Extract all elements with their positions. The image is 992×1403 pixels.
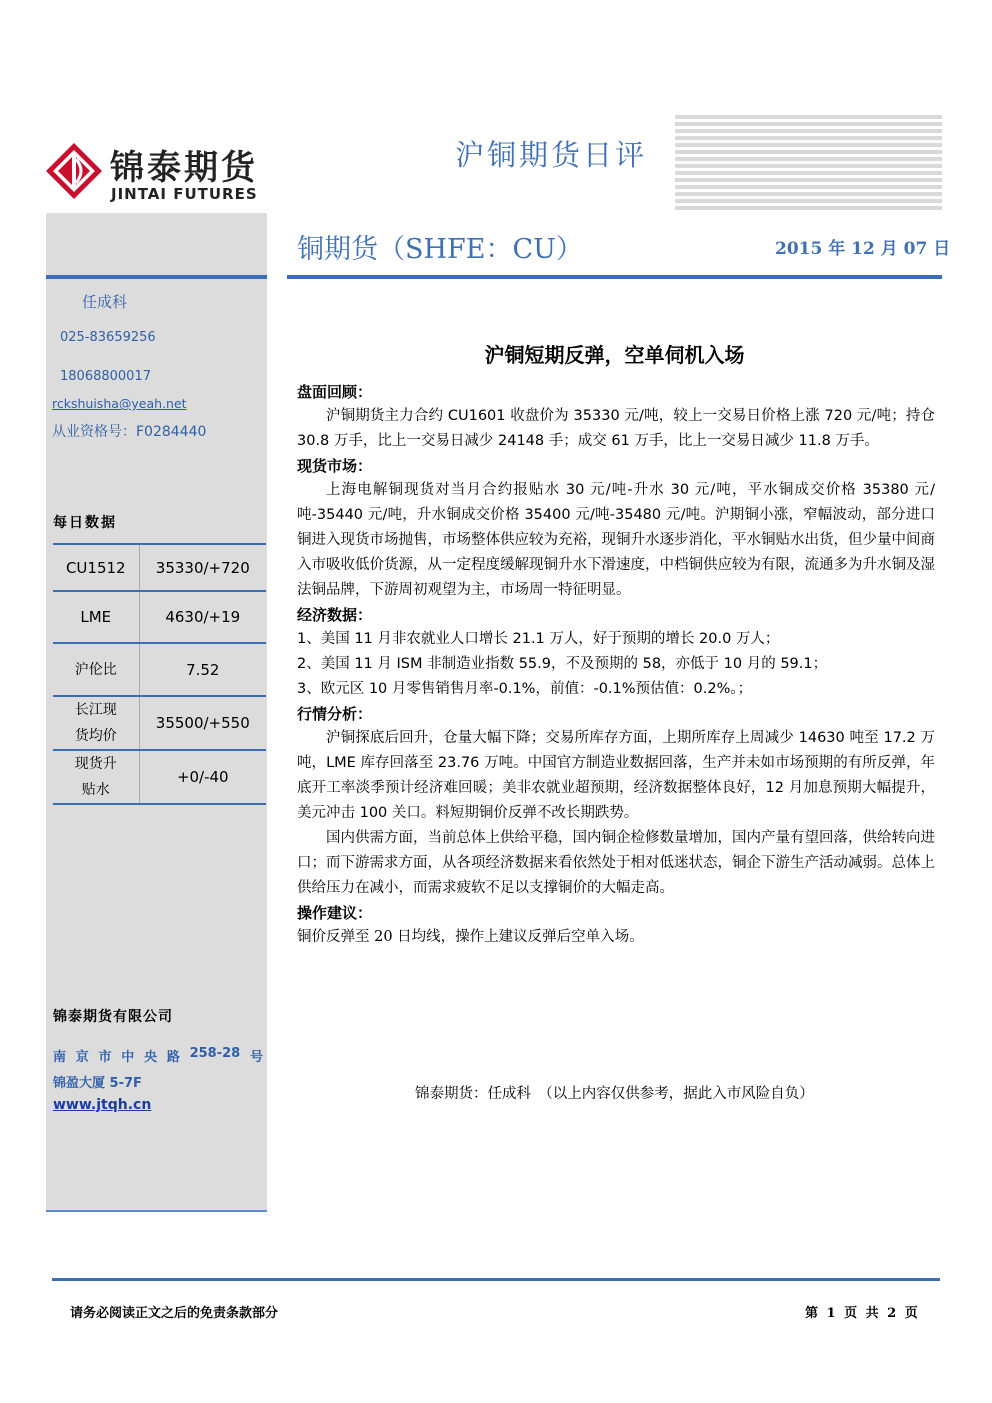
address-part: 央: [144, 1050, 158, 1065]
list-item: 1、美国 11 月非农就业人口增长 21.1 万人，好于预期的增长 20.0 万人；: [297, 631, 780, 647]
table-row: [53, 544, 266, 591]
report-title: 沪铜期货日评: [455, 138, 648, 172]
data-label: [53, 750, 139, 804]
table-row: [53, 643, 266, 696]
paragraph: 国内供需方面，当前总体上供给平稳，国内铜企检修数量增加，国内产量有望回落，供给转向进口；而下游需求方面，从各项经济数据来看依然处于相对低迷状态，铜企下游生产活动减弱。总体上供给压力在减小，而需求疲软不足以支撑铜价的大幅走高。: [297, 830, 935, 896]
phone-mobile: 18068800017: [60, 369, 151, 384]
daily-data-table: [53, 543, 266, 805]
data-label: 沪伦比: [53, 643, 139, 696]
section-title-advice: 操作建议：: [297, 904, 373, 922]
logo-chinese-name: 锦泰期货: [110, 148, 258, 188]
data-value: 35500/+550: [139, 696, 266, 750]
data-value: 35330/+720: [139, 544, 266, 591]
data-label: CU1512: [53, 544, 139, 591]
data-label-line2: 贴水: [81, 782, 110, 798]
data-label-line2: 货均价: [74, 728, 117, 744]
sidebar-bottom-rule: [46, 1210, 267, 1212]
data-value: +0/-40: [139, 750, 266, 804]
address-part: 市: [98, 1050, 112, 1065]
product-title: 铜期货（SHFE：CU）: [297, 234, 583, 265]
header-stripes: [675, 115, 942, 210]
table-row: [53, 750, 266, 804]
advice-text: 铜价反弹至 20 日均线，操作上建议反弹后空单入场。: [297, 929, 644, 945]
data-value: 4630/+19: [139, 591, 266, 643]
article-body: [297, 380, 935, 950]
data-value: 7.52: [139, 643, 266, 696]
email-link[interactable]: rckshuisha@yeah.net: [52, 396, 187, 411]
footer-disclaimer: 请务必阅读正文之后的免责条款部分: [70, 1306, 279, 1321]
article-headline: 沪铜短期反弹，空单伺机入场: [484, 343, 745, 367]
section-title-economic-data: 经济数据：: [297, 606, 373, 624]
data-label-line1: 长江现: [74, 702, 117, 718]
main-top-rule: [287, 275, 942, 279]
sidebar-top-rule: [46, 275, 267, 279]
company-address-line1: [53, 1046, 263, 1065]
company-name: 锦泰期货有限公司: [53, 1009, 173, 1025]
table-row: [53, 696, 266, 750]
address-part: 南: [53, 1050, 67, 1065]
report-date: 2015 年 12 月 07 日: [775, 239, 951, 259]
company-address-line2: 锦盈大厦 5-7F: [53, 1076, 142, 1091]
address-part: 路: [166, 1050, 180, 1065]
jintai-logo-icon: [46, 143, 102, 199]
analyst-name: 任成科: [82, 293, 128, 311]
data-label: LME: [53, 591, 139, 643]
section-title-market-review: 盘面回顾：: [297, 383, 373, 401]
signature: 锦泰期货：任成科 （以上内容仅供参考，据此入市风险自负）: [415, 1086, 814, 1102]
address-part: 258-28: [189, 1046, 241, 1061]
paragraph: 沪铜探底后回升，仓量大幅下降；交易所库存方面，上期所库存上周减少 14630 吨至 17.2 万吨，LME 库存回落至 23.76 万吨。中国官方制造业数据回落，生产并未如市场预期的有所反弹，年底开工率淡季预计经济难回暖；美非农就业超预期，经济数据整体良好，12 月加息预期大幅提升，美元冲击 100 关口。料短期铜价反弹不改长期跌势。: [297, 730, 935, 821]
address-part: 中: [121, 1050, 135, 1065]
data-label-line1: 现货升: [74, 756, 117, 772]
phone-office: 025-83659256: [60, 330, 156, 345]
address-part: 号: [249, 1050, 263, 1065]
data-label: [53, 696, 139, 750]
footer-rule: [52, 1278, 940, 1281]
logo-english-name: JINTAI FUTURES: [111, 185, 258, 203]
paragraph: 沪铜期货主力合约 CU1601 收盘价为 35330 元/吨，较上一交易日价格上涨 720 元/吨；持仓 30.8 万手，比上一交易日减少 24148 手；成交 61 万手，比上一交易日减少 11.8 万手。: [297, 408, 935, 449]
daily-data-label: 每日数据: [53, 515, 117, 531]
page-number: 第 1 页 共 2 页: [805, 1306, 918, 1321]
paragraph: 上海电解铜现货对当月合约报贴水 30 元/吨-升水 30 元/吨，平水铜成交价格 35380 元/吨-35440 元/吨，升水铜成交价格 35400 元/吨-35480 元/吨。沪期铜小涨，窄幅波动，部分进口铜进入现货市场抛售，市场整体供应较为充裕，现铜升水逐步消化，平水铜贴水出货，但少量中间商入市吸收低价货源，从一定程度缓解现铜升水下滑速度，中档铜供应较为有限，流通多为升水铜及湿法铜品牌，下游周初观望为主，市场周一特征明显。: [297, 482, 935, 598]
website-link[interactable]: www.jtqh.cn: [53, 1097, 152, 1113]
list-item: 2、美国 11 月 ISM 非制造业指数 55.9，不及预期的 58，亦低于 10 月的 59.1；: [297, 656, 828, 672]
table-row: [53, 591, 266, 643]
section-title-analysis: 行情分析：: [297, 705, 373, 723]
section-title-spot-market: 现货市场：: [297, 457, 373, 475]
address-part: 京: [75, 1050, 89, 1065]
list-item: 3、欧元区 10 月零售销售月率-0.1%，前值：-0.1%预估值：0.2%。；: [297, 681, 753, 697]
license-number: 从业资格号：F0284440: [52, 424, 207, 440]
